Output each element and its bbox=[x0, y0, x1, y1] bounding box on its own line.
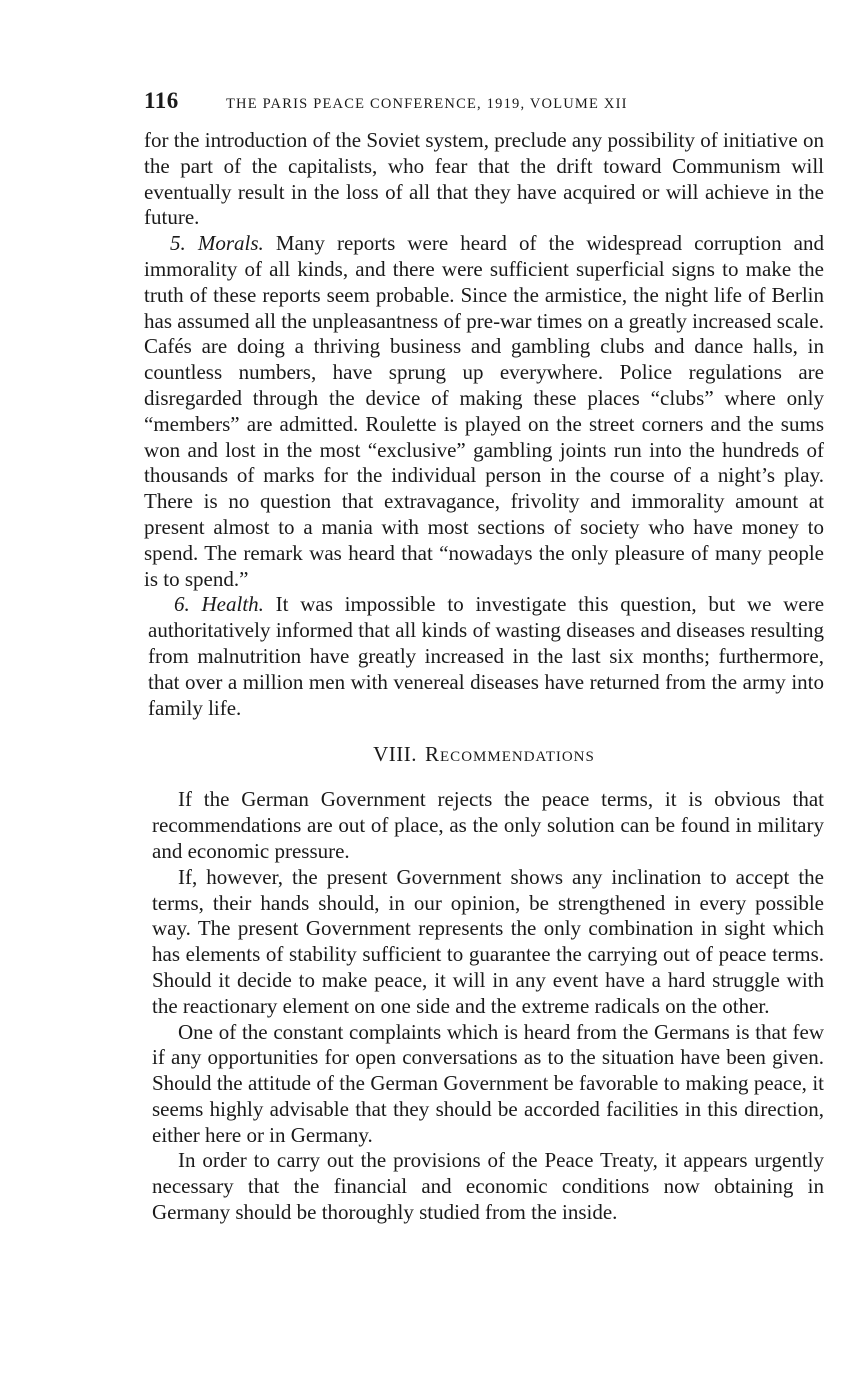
topic-label-morals: 5. Morals. bbox=[170, 231, 264, 256]
topic-label-health: 6. Health. bbox=[174, 592, 264, 617]
section-title: Recommendations bbox=[425, 742, 595, 767]
paragraph-health-text: It was impossible to investigate this question, but we were authoritatively informed that all kinds of wasting diseases and diseases resulting from malnutrition have greatly increased in the last six months; furthermore, that over a million men with venereal diseases have returned from the army into family life. bbox=[148, 592, 825, 720]
running-title: THE PARIS PEACE CONFERENCE, 1919, VOLUME XII bbox=[226, 96, 628, 112]
paragraph-continuation: for the introduction of the Soviet system, preclude any possibility of initiative on the part of the capitalists, who fear that the drift toward Communism will eventually result in the loss of all that they have acquired or will achieve in the future. bbox=[144, 128, 824, 230]
running-header bbox=[144, 88, 824, 128]
paragraph-rejection: If the German Government rejects the peace terms, it is obvious that recommendations are out of place, as the only solution can be found in military and economic pressure. bbox=[152, 787, 824, 863]
paragraph-complaints: One of the constant complaints which is heard from the Germans is that few if any opportunities for open conversations as to the situation have been given. Should the attitude of the German Government be favorable to making peace, it seems highly advisable that they should be accorded facilities in this direction, either here or in Germany. bbox=[152, 1019, 824, 1147]
document-page bbox=[144, 88, 824, 1226]
paragraph-provisions: In order to carry out the provisions of the Peace Treaty, it appears urgently necessary that the financial and economic conditions now obtaining in Germany should be thoroughly studied from the inside. bbox=[152, 1148, 824, 1225]
paragraph-health bbox=[148, 592, 824, 721]
paragraph-morals bbox=[144, 231, 824, 592]
paragraph-morals-text: Many reports were heard of the widespread corruption and immorality of all kinds, and there were sufficient superficial signs to make the truth of these reports seem probable. Since the armistice, the night life of Berlin has assumed all the unpleasantness of pre-war times on a greatly increased scale. Cafés are doing a thriving business and gambling clubs and dance halls, in countless numbers, have sprung up everywhere. Police regulations are disregarded through the device of making these places “clubs” where only “members” are admitted. Roulette is played on the street corners and the sums won and lost in the most “exclusive” gambling joints run into the hundreds of thousands of marks for the individual person in the course of a night’s play. There is no question that extravagance, frivolity and immorality amount at present almost to a mania with most sections of society who have money to spend. The remark was heard that “nowadays the only pleasure of many people is to spend.” bbox=[144, 231, 824, 591]
paragraph-acceptance: If, however, the present Government shows any inclination to accept the terms, their hands should, in our opinion, be strengthened in every possible way. The present Government represents the only combination in sight which has elements of stability sufficient to guarantee the carrying out of peace terms. Should it decide to make peace, it will in any event have a hard struggle with the reactionary element on one side and the extreme radicals on the other. bbox=[152, 864, 824, 1018]
section-numeral: VIII. bbox=[373, 742, 418, 767]
page-number: 116 bbox=[144, 88, 179, 113]
recommendations-body bbox=[152, 787, 824, 1226]
section-heading bbox=[144, 742, 824, 767]
